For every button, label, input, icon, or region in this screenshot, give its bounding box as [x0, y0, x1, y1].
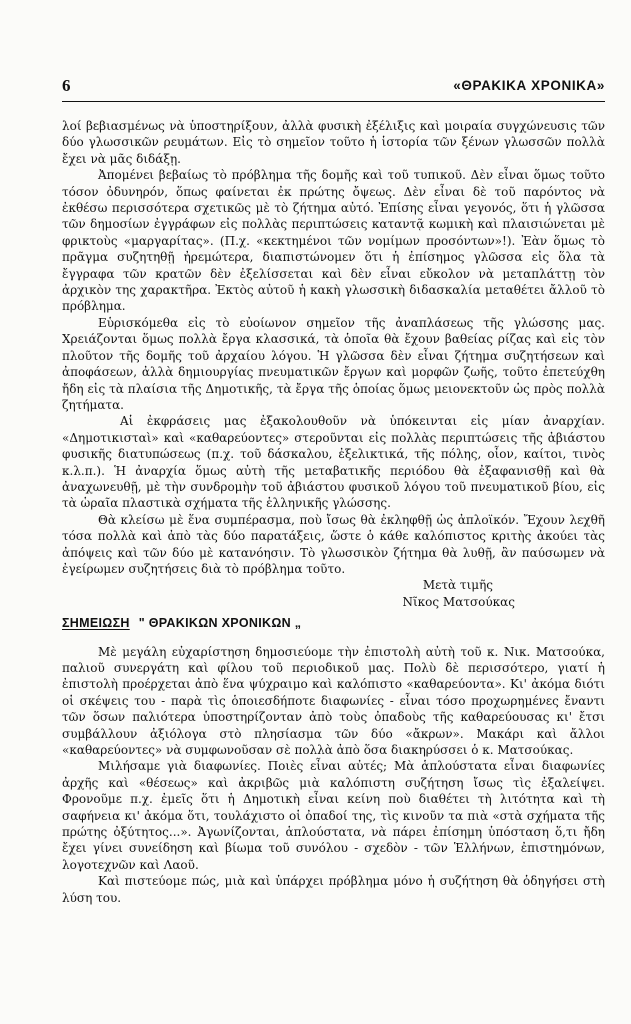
page-number: 6 — [62, 76, 71, 95]
note-heading — [62, 615, 605, 631]
letter-signature: Νῖκος Ματσούκας — [402, 594, 515, 609]
letter-paragraph-2: Ἀπομένει βεβαίως τὸ πρόβλημα τῆς δομῆς καὶ τοῦ τυπικοῦ. Δὲν εἶναι ὅμως τοῦτο τόσον ὀδυνηρόν, ὅπως φαίνεται ἐκ πρώτης ὄψεως. Δὲν εἶναι δὲ τοῦ παρόντος νὰ ἐκθέσω περισσότερα σχετικῶς μὲ τὸ ζήτημα αὐτό. Ἐπίσης εἶναι γεγονός, ὅτι ἡ γλῶσσα τῶν δημοσίων ἐγγράφων εἰς πολλὰς περιπτώσεις καταντᾷ κωμικὴ καὶ πλαισιώνεται μὲ φρικτοὺς «μαργαρίτας». (Π.χ. «κεκτημένοι τῶν νομίμων προσόντων»!). Ἐὰν ὅμως τὸ πρᾶγμα συζητηθῇ ἠρεμώτερα, διαπιστώνομεν ὅτι ἡ ἐπίσημος γλῶσσα εἰς ὅλα τὰ ἔγγραφα τῶν κρατῶν δὲν ἐξελίσσεται καὶ δὲν εἶναι εὔκολον νὰ μεταπλάττῃ τὸν ἀρχικὸν της χαρακτῆρα. Ἐκτὸς αὐτοῦ ἡ κακὴ γλωσσικὴ διδασκαλία μεταθέτει ἄλλοῦ τὸ πρόβλημα. — [62, 168, 605, 314]
note-label: ΣΗΜΕΙΩΣΗ — [62, 616, 130, 631]
running-header — [62, 76, 605, 100]
letter-paragraph-4: Αἱ ἐκφράσεις μας ἐξακολουθοῦν νὰ ὑπόκεινται εἰς μίαν ἀναρχίαν. «Δημοτικισταὶ» καὶ «καθαρεύοντες» στεροῦνται εἰς πολλὰς περιπτώσεις τῆς ἀβιάστου φυσικῆς διατυπώσεως (π.χ. τοῦ δάσκαλου, ἐξελικτικά, τῆς πόλης, οἶον, καίτοι, τινὸς κ.λ.π.). Ἡ ἀναρχία ὅμως αὐτὴ τῆς μεταβατικῆς περιόδου θὰ ἐξαφανισθῇ καὶ θὰ ἀναχωνευθῇ, μὲ τὴν συνδρομὴν τοῦ ἀβιάστου φυσικοῦ λόγου τοῦ πνευματικοῦ βίου, εἰς τὰ ὡραῖα πλαστικὰ σχήματα τῆς ἑλληνικῆς γλώσσης. — [62, 414, 605, 511]
note-paragraph-3: Καὶ πιστεύομε πώς, μιὰ καὶ ὑπάρχει πρόβλημα μόνο ἡ συζήτηση θὰ ὁδηγήσει στὴ λύση του. — [62, 874, 605, 905]
note-paragraph-1: Μὲ μεγάλη εὐχαρίστηση δημοσιεύομε τὴν ἐπιστολὴ αὐτὴ τοῦ κ. Νικ. Ματσούκα, παλιοῦ συνεργάτη καὶ φίλου τοῦ περιοδικοῦ μας. Πολὺ δὲ περισσότερο, γιατί ἡ ἐπιστολὴ προέρχεται ἀπὸ ἕνα ψύχραιμο καὶ καλόπιστο «καθαρεύοντα». Κι' ἀκόμα διότι οἱ σκέψεις του - παρὰ τὶς ὁποιεσδήποτε διαφωνίες - εἶναι τόσο προχωρημένες ἔναντι τῶν ὅσων παλιότερα ὑποστηρίζονταν ἀπὸ τοὺς ὀπαδοὺς τῆς καθαρεύουσας κι' ἔτσι συμβάλλουν ἀξιόλογα στὸ πλησίασμα τῶν δύο «ἄκρων». Μακάρι καὶ ἄλλοι «καθαρεύοντες» νὰ συμφωνοῦσαν σὲ πολλὰ ἀπὸ ὅσα διακηρύσσει ὁ κ. Ματσούκας. — [62, 644, 605, 758]
header-rule — [62, 101, 605, 102]
spacer — [62, 636, 605, 644]
note-title: " ΘΡΑΚΙΚΩΝ ΧΡΟΝΙΚΩΝ „ — [138, 616, 302, 631]
letter-paragraph-1: λοί βεβιασμένως νὰ ὑποστηρίξουν, ἀλλὰ φυσικὴ ἐξέλιξις καὶ μοιραία συγχώνευσις τῶν δύο γλωσσικῶν ρευμάτων. Εἰς τὸ σημεῖον τοῦτο ἡ ἱστορία τῶν ξένων γλωσσῶν πολλὰ ἔχει νὰ μᾶς διδάξῃ. — [62, 119, 605, 166]
letter-closing: Μετὰ τιμῆς — [422, 578, 493, 593]
journal-title: «ΘΡΑΚΙΚΑ ΧΡΟΝΙΚΑ» — [453, 78, 605, 93]
letter-paragraph-5: Θὰ κλείσω μὲ ἕνα συμπέρασμα, ποὺ ἴσως θὰ ἐκληφθῇ ὡς ἀπλοϊκόν. Ἔχουν λεχθῆ τόσα πολλὰ καὶ ἀπὸ τὰς δύο παρατάξεις, ὥστε ὁ κάθε καλόπιστος κριτὴς ἀκούει τὰς ἀπόψεις καὶ τῶν δύο μὲ κατανόησιν. Τὸ γλωσσικὸν ζήτημα θὰ λυθῇ, ἂν παύσωμεν νὰ ἐγείρωμεν συζητήσεις διὰ τὸ πρόβλημα τοῦτο. — [62, 512, 605, 576]
article-body — [62, 118, 605, 906]
letter-paragraph-3: Εὑρισκόμεθα εἰς τὸ εὐοίωνον σημεῖον τῆς ἀναπλάσεως τῆς γλώσσης μας. Χρειάζονται ὅμως πολλὰ ἔργα κλασσικά, τὰ ὁποῖα θὰ ἔχουν βαθείας ρίζας καὶ εἰς τὸν πλοῦτον τῆς δομῆς τοῦ ἀρχαίου λόγου. Ἡ γλῶσσα δὲν εἶναι ζήτημα συζητήσεων καὶ ἀποφάσεων, ἀλλὰ δημιουργίας πνευματικῶν ἔργων καὶ μορφῶν ζωῆς, τοῦτο ἐπετεύχθη ἤδη εἰς τὰ πλαίσια τῆς Δημοτικῆς, τὰ ἔργα τῆς ὁποίας ὅμως μειονεκτοῦν ὡς πρὸς πολλὰ ζητήματα. — [62, 315, 605, 412]
note-paragraph-2: Μιλήσαμε γιὰ διαφωνίες. Ποιὲς εἶναι αὐτές; Μὰ ἁπλούστατα εἶναι διαφωνίες ἀρχῆς καὶ «θέσεως» καὶ ἀκριβῶς μιὰ καλόπιστη συζήτηση ἴσως τὶς ἐξαλείψει. Φρονοῦμε π.χ. ἐμεῖς ὅτι ἡ Δημοτικὴ εἶναι κείνη ποὺ διαθέτει τὴ λιτότητα καὶ τὴ σαφήνεια κι' ἀκόμα ὅτι, τουλάχιστο οἱ ὀπαδοί της, τὶς κινοῦν τα πιὰ «στὰ σχήματα τῆς πρώτης ὀξύτητος...». Ἀγωνίζονται, ἁπλούστατα, νὰ πάρει ἐπίσημη ὑπόσταση ὅ,τι ἤδη ἔχει γίνει συνείδηση καὶ βίωμα τοῦ συνόλου - σχεδὸν - τῶν Ἑλλήνων, ἐπιστημόνων, λογοτεχνῶν καὶ Λαοῦ. — [62, 759, 605, 872]
